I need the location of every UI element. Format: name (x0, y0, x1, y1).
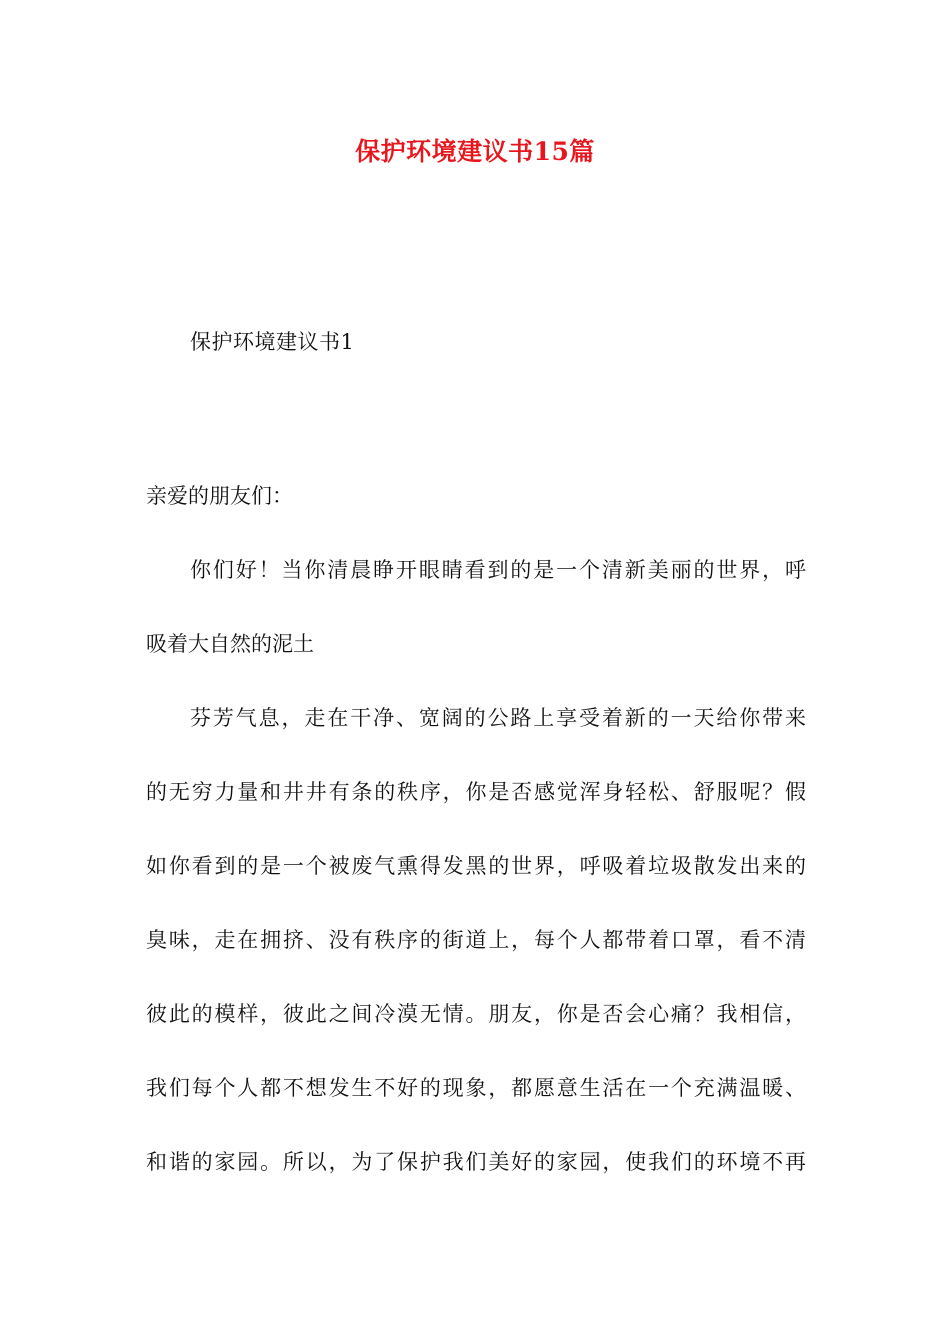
paragraph-line: 和谐的家园。所以，为了保护我们美好的家园，使我们的环境不再 (146, 1150, 806, 1174)
paragraph-line: 吸着大自然的泥土 (146, 632, 314, 656)
paragraph-line: 的无穷力量和井井有条的秩序，你是否感觉浑身轻松、舒服呢？假 (146, 780, 806, 804)
paragraph-line: 我们每个人都不想发生不好的现象，都愿意生活在一个充满温暖、 (146, 1076, 806, 1100)
paragraph-line: 芬芳气息，走在干净、宽阔的公路上享受着新的一天给你带来 (190, 706, 806, 730)
paragraph-line: 臭味，走在拥挤、没有秩序的街道上，每个人都带着口罩，看不清 (146, 928, 806, 952)
paragraph-line: 如你看到的是一个被废气熏得发黑的世界，呼吸着垃圾散发出来的 (146, 854, 806, 878)
salutation: 亲爱的朋友们： (146, 484, 293, 508)
document-title: 保护环境建议书15篇 (355, 137, 595, 166)
paragraph-line: 彼此的模样，彼此之间冷漠无情。朋友，你是否会心痛？我相信， (146, 1002, 806, 1026)
section-heading: 保护环境建议书1 (190, 330, 355, 354)
paragraph-line: 你们好！当你清晨睁开眼睛看到的是一个清新美丽的世界，呼 (190, 558, 806, 582)
